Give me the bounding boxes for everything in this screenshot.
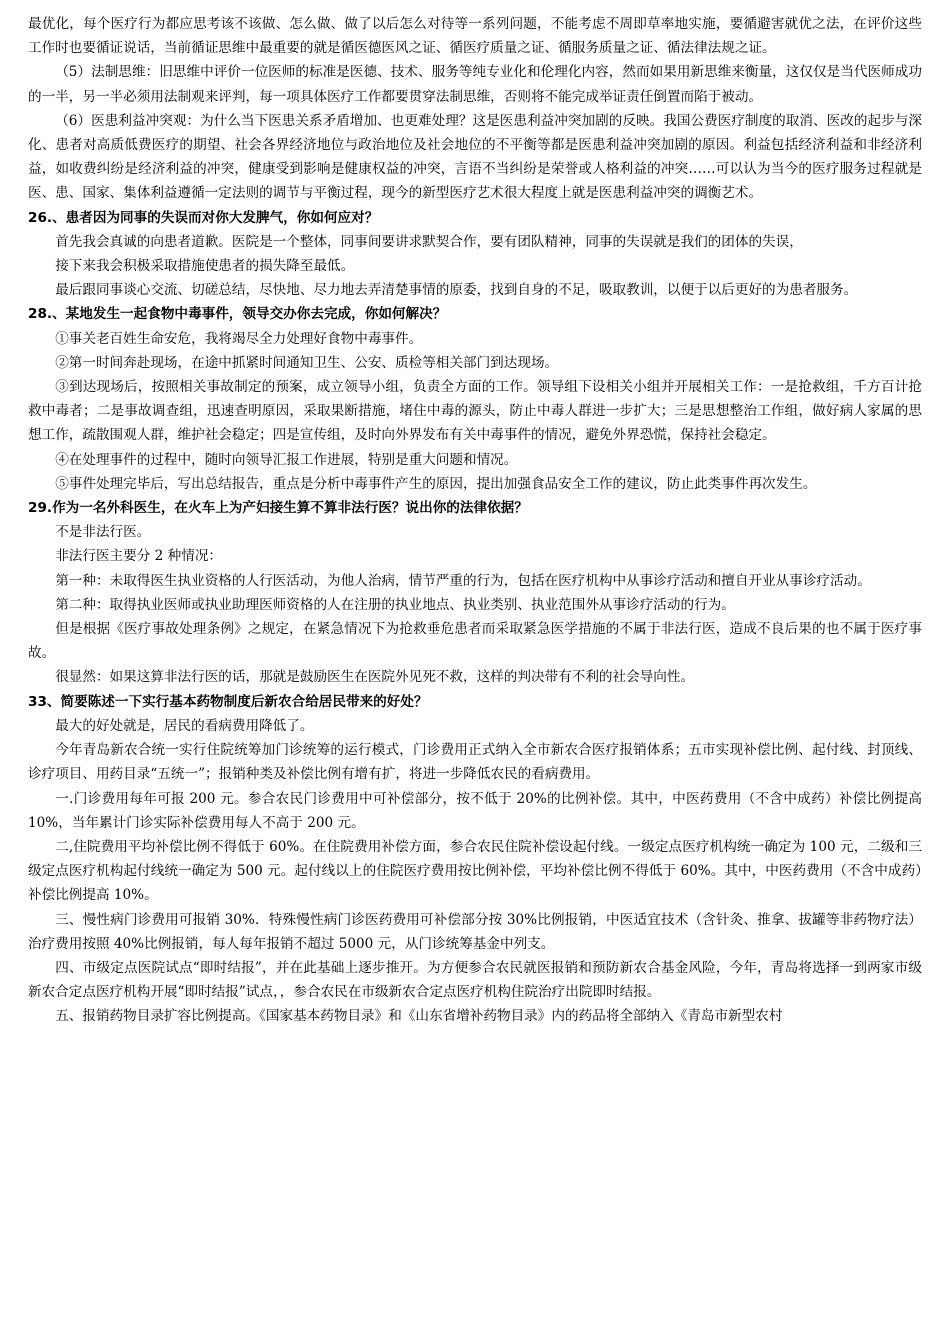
body-paragraph: 首先我会真诚的向患者道歉。医院是一个整体，同事间要讲求默契合作，要有团队精神，同事的失误就是我们的团体的失误，: [55, 233, 803, 250]
body-paragraph: ③到达现场后，按照相关事故制定的预案，成立领导小组，负责全方面的工作。领导组下设相关小组并开展相关工作：一是抢救组，千方百计抢救中毒者；二是事故调查组，迅速查明原因，采取果断措施，堵住中毒的源头，防止中毒人群进一步扩大；三是思想整治工作组，做好病人家属的思想工作，疏散围观人群，维护社会稳定；四是宣传组，及时向外界发布有关中毒事件的情况，避免外界恐慌，保持社会稳定。: [28, 379, 922, 444]
body-paragraph: 一.门诊费用每年可报 200 元。参合农民门诊费用中可补偿部分，按不低于 20%的比例补偿。其中，中医药费用（不含中成药）补偿比例提高 10%，当年累计门诊实际补偿费用每人不高于 200 元。: [28, 790, 922, 831]
body-paragraph: 三、慢性病门诊费用可报销 30%．特殊慢性病门诊医药费用可补偿部分按 30%比例报销，中医适宜技术（含针灸、推拿、拔罐等非药物疗法）治疗费用按照 40%比例报销，每人每年报销不超过 5000 元，从门诊统筹基金中列支。: [28, 911, 922, 952]
body-paragraph: 很显然：如果这算非法行医的话，那就是鼓励医生在医院外见死不救，这样的判决带有不利的社会导向性。: [55, 669, 695, 686]
body-paragraph: 第一种：未取得医生执业资格的人行医活动，为他人治病，情节严重的行为，包括在医疗机构中从事诊疗活动和擅自开业从事诊疗活动。: [55, 572, 871, 589]
body-paragraph: ①事关老百姓生命安危，我将竭尽全力处理好食物中毒事件。: [55, 330, 423, 347]
body-paragraph: 最优化，每个医疗行为都应思考该不该做、怎么做、做了以后怎么对待等一系列问题，不能考虑不周即草率地实施，要循避害就优之法，在评价这些工作时也要循证说话，当前循证思维中最重要的就是循医德医风之证、循医疗质量之证、循服务质量之证、循法律法规之证。: [28, 16, 922, 57]
question-heading: 33、简要陈述一下实行基本药物制度后新农合给居民带来的好处？: [28, 693, 428, 710]
body-paragraph: （6）医患利益冲突观：为什么当下医患关系矛盾增加、也更难处理？这是医患利益冲突加剧的反映。我国公费医疗制度的取消、医改的起步与深化、患者对高质低费医疗的期望、社会各界经济地位与政治地位及社会地位的不平衡等都是医患利益冲突加剧的原因。利益包括经济利益和非经济利益，如收费纠纷是经济利益的冲突，健康受到影响是健康权益的冲突，言语不当纠纷是荣誉或人格利益的冲突……可以认为当今的医疗服务过程就是医、患、国家、集体利益遵循一定法则的调节与平衡过程，现今的新型医疗艺术很大程度上就是医患利益冲突的调衡艺术。: [28, 112, 922, 202]
question-heading: 29.作为一名外科医生，在火车上为产妇接生算不算非法行医？说出你的法律依据？: [28, 500, 528, 517]
body-paragraph: 四、市级定点医院试点“即时结报”，并在此基础上逐步推开。为方便参合农民就医报销和预防新农合基金风险，今年，青岛将选择一到两家市级新农合定点医疗机构开展“即时结报”试点，，参合农民在市级新农合定点医疗机构住院治疗出院即时结报。: [28, 959, 922, 1001]
body-paragraph: ④在处理事件的过程中，随时向领导汇报工作进展，特别是重大问题和情况。: [55, 451, 518, 468]
body-paragraph: 非法行医主要分 2 种情况：: [55, 548, 223, 565]
body-paragraph: ②第一时间奔赴现场，在途中抓紧时间通知卫生、公安、质检等相关部门到达现场。: [55, 354, 559, 371]
body-paragraph: 最后跟同事谈心交流、切磋总结，尽快地、尽力地去弄清楚事情的原委，找到自身的不足，吸取教训，以便于以后更好的为患者服务。: [55, 282, 858, 299]
body-paragraph: 五、报销药物目录扩容比例提高。《国家基本药物目录》和《山东省增补药物目录》内的药品将全部纳入《青岛市新型农村: [55, 1008, 783, 1025]
body-paragraph: 最大的好处就是，居民的看病费用降低了。: [55, 717, 314, 734]
body-paragraph: 今年青岛新农合统一实行住院统筹加门诊统筹的运行模式，门诊费用正式纳入全市新农合医疗报销体系；五市实现补偿比例、起付线、封顶线、诊疗项目、用药目录“五统一”；报销种类及补偿比例有增有扩，将进一步降低农民的看病费用。: [28, 742, 922, 783]
body-paragraph: ⑤事件处理完毕后，写出总结报告，重点是分析中毒事件产生的原因，提出加强食品安全工作的建议，防止此类事件再次发生。: [55, 475, 817, 492]
body-paragraph: 但是根据《医疗事故处理条例》之规定，在紧急情况下为抢救垂危患者而采取紧急医学措施的不属于非法行医，造成不良后果的也不属于医疗事故。: [28, 621, 922, 662]
body-paragraph: 第二种：取得执业医师或执业助理医师资格的人在注册的执业地点、执业类别、执业范围外从事诊疗活动的行为。: [55, 596, 735, 613]
body-paragraph: 接下来我会积极采取措施使患者的损失降至最低。: [55, 258, 355, 275]
question-heading: 26.、患者因为同事的失误而对你大发脾气，你如何应对？: [28, 209, 379, 226]
body-paragraph: （5）法制思维：旧思维中评价一位医师的标准是医德、技术、服务等纯专业化和伦理化内容，然而如果用新思维来衡量，这仅仅是当代医师成功的一半，另一半必须用法制观来评判，每一项具体医疗工作都要贯穿法制思维，否则将不能完成举证责任倒置而陷于被动。: [28, 64, 922, 105]
question-heading: 28.、某地发生一起食物中毒事件，领导交办你去完成，你如何解决？: [28, 306, 447, 323]
body-paragraph: 不是非法行医。: [55, 524, 151, 541]
body-paragraph: 二,住院费用平均补偿比例不得低于 60%。在住院费用补偿方面，参合农民住院补偿设起付线。一级定点医疗机构统一确定为 100 元，二级和三级定点医疗机构起付线统一确定为 500 元。起付线以上的住院医疗费用按比例补偿，平均补偿比例不得低于 60%。其中，中医药费用（不含中成药）补偿比例提高 10%。: [28, 838, 922, 904]
